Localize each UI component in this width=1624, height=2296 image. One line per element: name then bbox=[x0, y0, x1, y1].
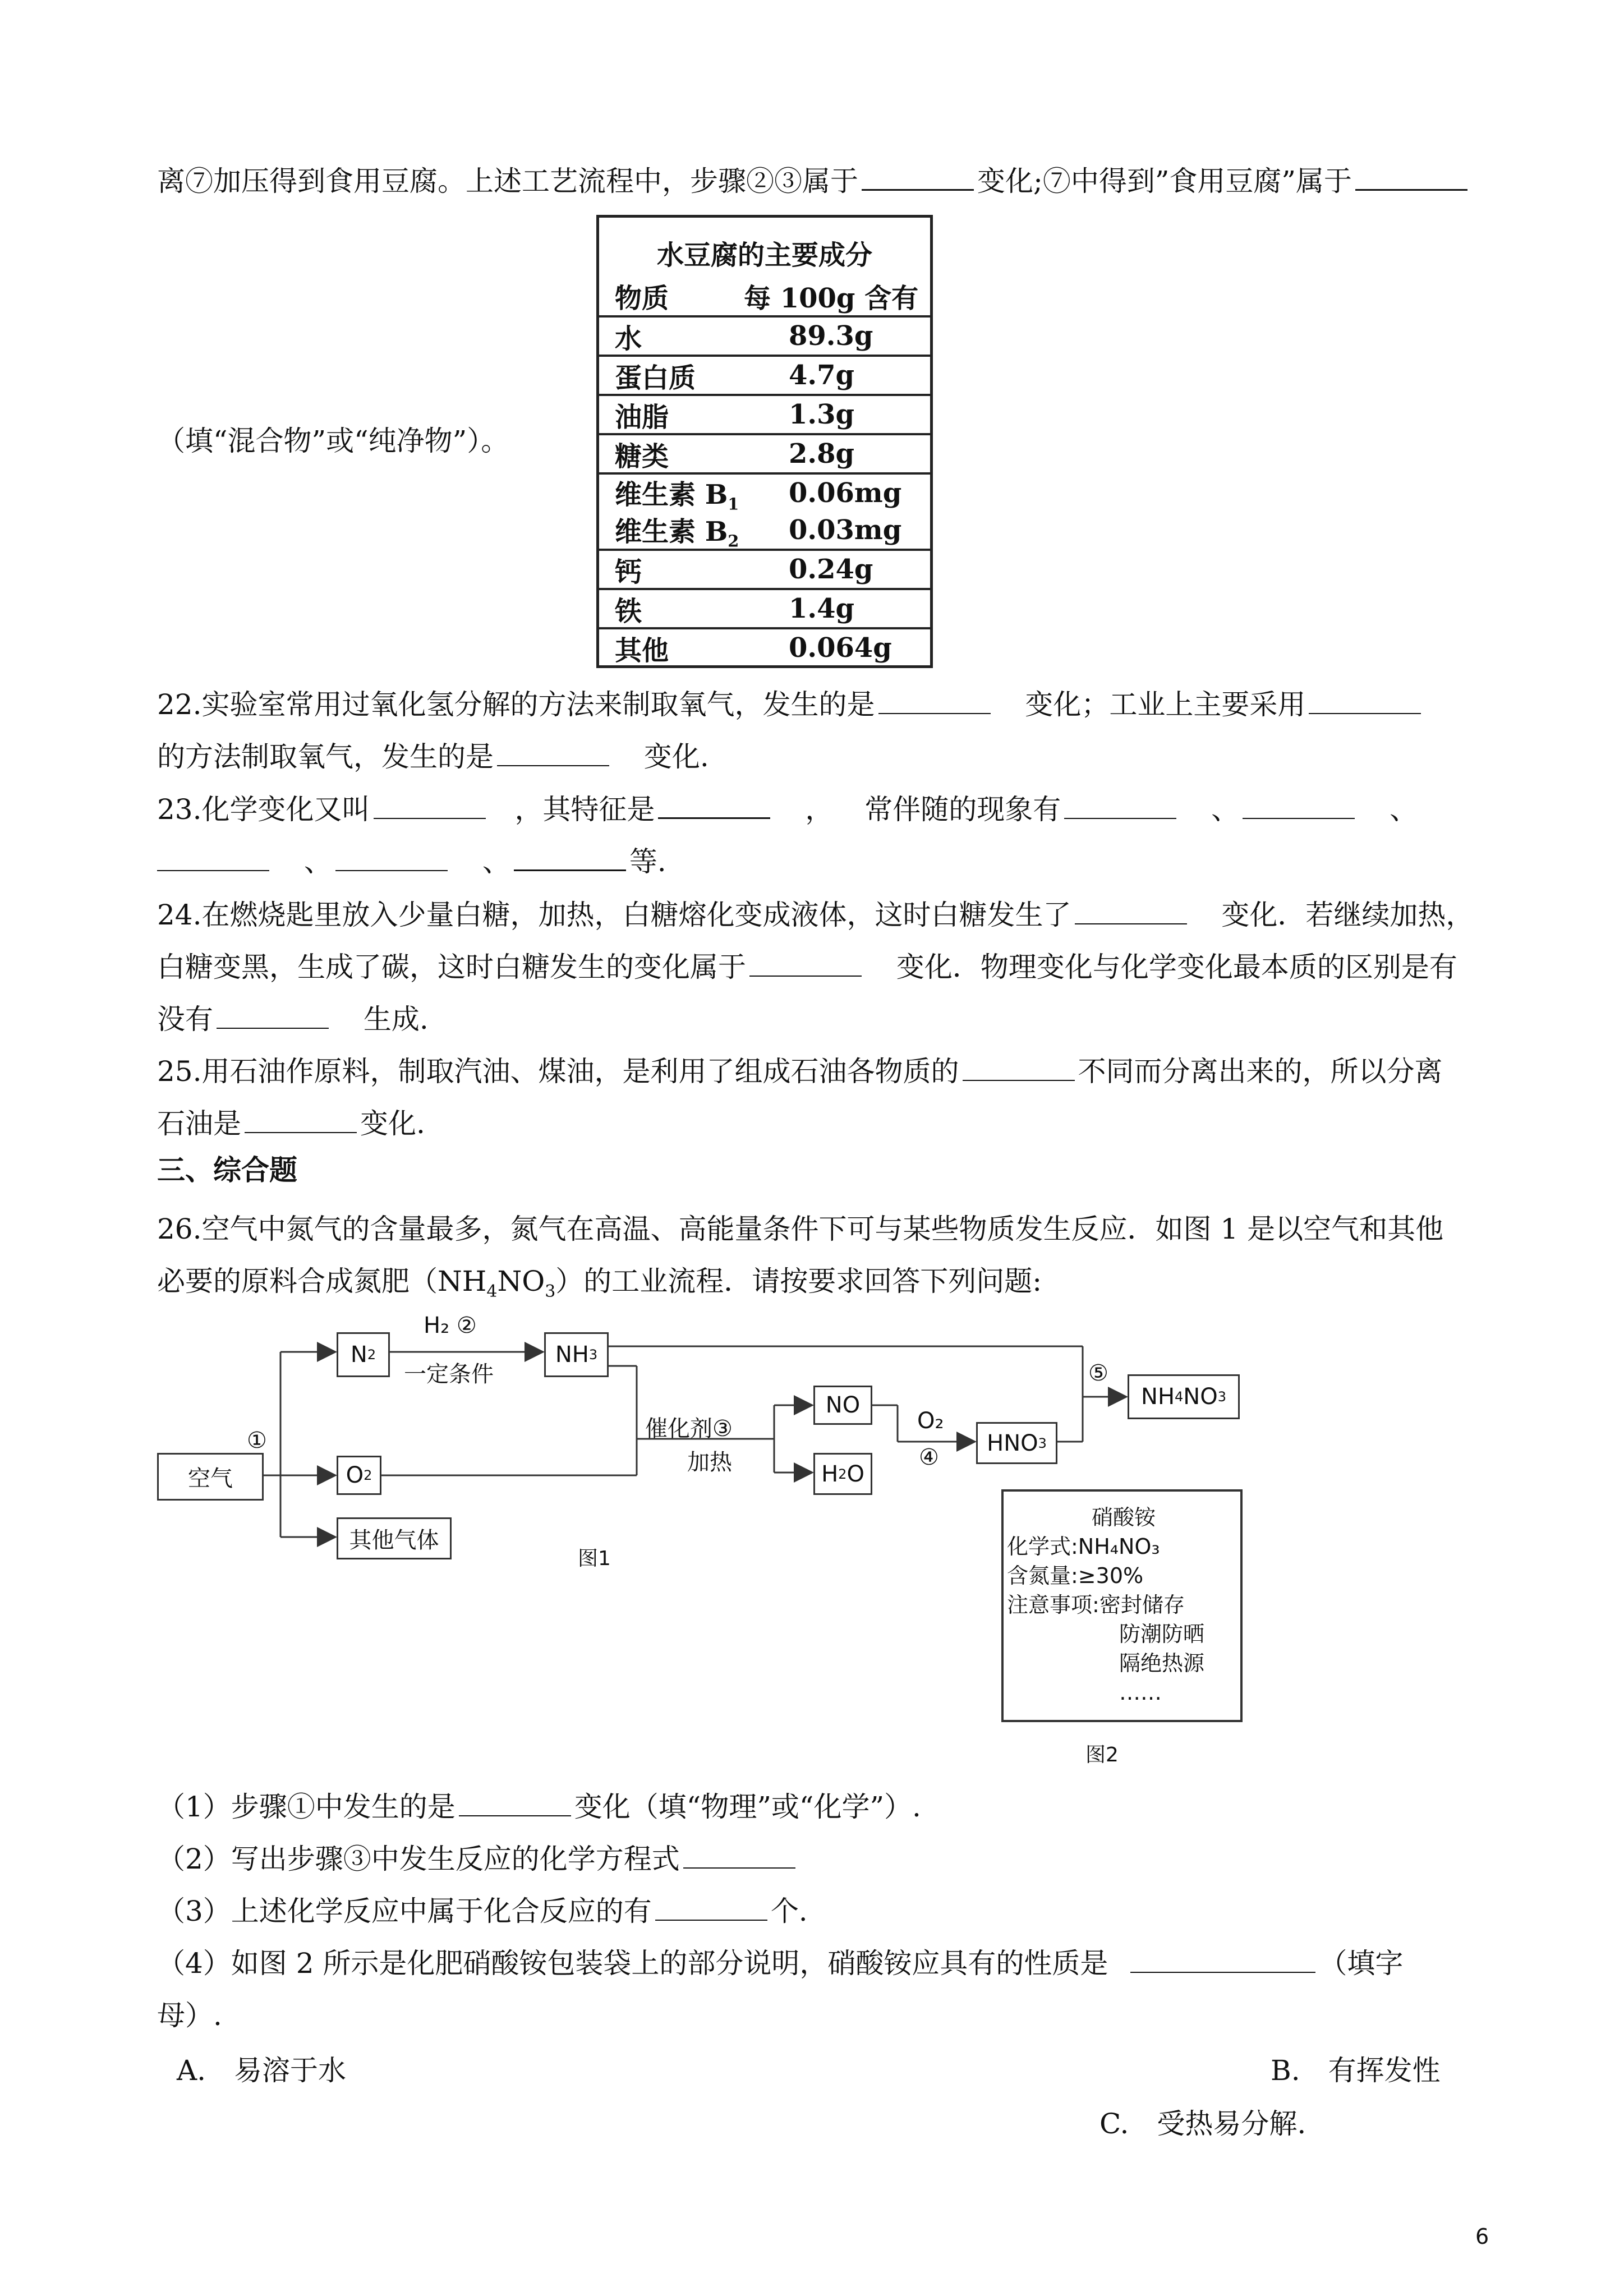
infobox-note: 隔绝热源 bbox=[1119, 1651, 1205, 1676]
o2-box: O 2 bbox=[337, 1456, 381, 1495]
subquestion-4-cont: 母）. bbox=[157, 1999, 222, 2032]
question-22-line2: 的方法制取氧气，发生的是 变化. bbox=[157, 740, 709, 773]
line-fill-hint: （填“混合物”或“纯净物”）。 bbox=[157, 425, 509, 457]
step1-label: ① bbox=[247, 1428, 267, 1453]
answer-blank[interactable] bbox=[1309, 688, 1421, 714]
answer-blank[interactable] bbox=[1075, 899, 1187, 924]
step5-label: ⑤ bbox=[1088, 1360, 1108, 1386]
h2-step2-label: H₂ ② bbox=[424, 1313, 477, 1338]
table-row: 水 89.3g bbox=[599, 315, 930, 355]
table-caption: 水豆腐的主要成分 bbox=[656, 240, 872, 271]
infobox-notes: 注意事项:密封储存 bbox=[1007, 1593, 1185, 1617]
infobox-nitrogen: 含氮量:≥30% bbox=[1007, 1563, 1144, 1588]
fig1-caption: 图1 bbox=[578, 1547, 611, 1570]
n2-box: N 2 bbox=[337, 1332, 390, 1377]
step4-label: ④ bbox=[919, 1444, 939, 1470]
answer-blank[interactable] bbox=[862, 164, 974, 191]
infobox-note: 防潮防晒 bbox=[1119, 1622, 1205, 1646]
answer-blank[interactable] bbox=[658, 793, 770, 819]
infobox-title: 硝酸铵 bbox=[1091, 1505, 1156, 1530]
heat-label: 加热 bbox=[687, 1450, 732, 1475]
table-row: 钙 0.24g bbox=[599, 549, 930, 588]
table-row: 油脂 1.3g bbox=[599, 394, 930, 433]
answer-blank[interactable] bbox=[374, 793, 486, 819]
option-a[interactable]: A. 易溶于水 bbox=[177, 2054, 347, 2087]
answer-blank[interactable] bbox=[683, 1843, 795, 1869]
answer-blank[interactable] bbox=[335, 845, 448, 871]
page-number: 6 bbox=[1475, 2224, 1489, 2249]
no-box: NO bbox=[813, 1386, 872, 1425]
question-24-line1: 24.在燃烧匙里放入少量白糖，加热，白糖熔化变成液体，这时白糖发生了 变化．若继续加热， bbox=[157, 899, 1474, 931]
fig2-caption: 图2 bbox=[1085, 1743, 1119, 1766]
question-26-line1: 26.空气中氮气的含量最多，氮气在高温、高能量条件下可与某些物质发生反应．如图 1 是以空气和其他 bbox=[157, 1213, 1444, 1245]
subquestion-2: （2）写出步骤③中发生反应的化学方程式 bbox=[157, 1842, 799, 1876]
table-row: 蛋白质 4.7g bbox=[599, 355, 930, 394]
answer-blank[interactable] bbox=[217, 1003, 329, 1029]
question-23-line2: 、 、 等. bbox=[157, 844, 666, 879]
answer-blank[interactable] bbox=[157, 845, 269, 871]
table-row: 其他 0.064g bbox=[599, 627, 930, 666]
catalyst-step3-label: 催化剂③ bbox=[645, 1416, 733, 1442]
answer-blank[interactable] bbox=[459, 1791, 571, 1816]
answer-blank[interactable] bbox=[749, 951, 862, 977]
answer-blank[interactable] bbox=[497, 740, 609, 766]
hno3-box: HNO 3 bbox=[976, 1422, 1057, 1464]
section-heading: 三、综合题 bbox=[157, 1154, 297, 1186]
air-box: 空气 bbox=[157, 1453, 264, 1501]
question-24-line3: 没有 生成. bbox=[157, 1003, 429, 1036]
line-continuation: 离⑦加压得到食用豆腐。上述工艺流程中，步骤②③属于 变化;⑦中得到”食用豆腐”属于 bbox=[157, 164, 1471, 199]
question-24-line2: 白糖变黑，生成了碳，这时白糖发生的变化属于 变化．物理变化与化学变化最本质的区别是有 bbox=[157, 951, 1457, 983]
question-23-line1: 23.化学变化又叫 ，其特征是 ， 常伴随的现象有 、 、 bbox=[157, 793, 1418, 826]
nh4no3-box: NH 4 NO 3 bbox=[1128, 1374, 1240, 1419]
condition-label: 一定条件 bbox=[404, 1361, 494, 1387]
table-row: 糖类 2.8g bbox=[599, 433, 930, 472]
subquestion-4: （4）如图 2 所示是化肥硝酸铵包装袋上的部分说明，硝酸铵应具有的性质是 （填字 bbox=[157, 1947, 1404, 1980]
answer-blank[interactable] bbox=[1355, 164, 1467, 191]
question-26-line2: 必要的原料合成氮肥$(NH_4NO_3)$的工业流程．请按要求回答下列问题: bbox=[157, 1265, 1042, 1301]
answer-blank[interactable] bbox=[655, 1895, 767, 1921]
tofu-composition-table bbox=[596, 215, 933, 668]
option-c[interactable]: C. 受热易分解. bbox=[1099, 2108, 1306, 2140]
subquestion-3: （3）上述化学反应中属于化合反应的有 个. bbox=[157, 1895, 808, 1927]
question-25-line2: 石油是 变化. bbox=[157, 1107, 425, 1140]
answer-blank[interactable] bbox=[1064, 793, 1176, 819]
answer-blank[interactable] bbox=[878, 688, 991, 714]
h2o-box: H 2 O bbox=[813, 1453, 872, 1495]
other-gas-box: 其他气体 bbox=[337, 1517, 452, 1559]
subquestion-1: （1）步骤①中发生的是 变化（填“物理”或“化学”）. bbox=[157, 1791, 921, 1823]
answer-blank[interactable] bbox=[245, 1107, 357, 1133]
answer-blank[interactable] bbox=[963, 1055, 1075, 1081]
table-row: 铁 1.4g bbox=[599, 588, 930, 627]
ammonium-nitrate-label-fig2 bbox=[1001, 1489, 1243, 1722]
option-b[interactable]: B. 有挥发性 bbox=[1271, 2054, 1441, 2087]
infobox-formula: 化学式:NH₄NO₃ bbox=[1007, 1534, 1160, 1559]
answer-blank[interactable] bbox=[514, 845, 626, 871]
infobox-note: …… bbox=[1119, 1680, 1162, 1705]
o2-step-label: O₂ bbox=[917, 1408, 944, 1434]
table-header: 物质 每 100g 含有 bbox=[615, 283, 919, 314]
question-25-line1: 25.用石油作原料，制取汽油、煤油，是利用了组成石油各物质的 不同而分离出来的，所以分离 bbox=[157, 1055, 1443, 1088]
table-row-vitamins: 维生素 $B_1$ 0.06mg 维生素 $B_2$ 0.03mg bbox=[599, 472, 930, 549]
nh3-box: NH 3 bbox=[544, 1332, 609, 1377]
question-22-line1: 22.实验室常用过氧化氢分解的方法来制取氧气，发生的是 变化；工业上主要采用 bbox=[157, 687, 1424, 722]
answer-blank[interactable] bbox=[1243, 793, 1355, 819]
answer-blank[interactable] bbox=[1130, 1947, 1315, 1973]
